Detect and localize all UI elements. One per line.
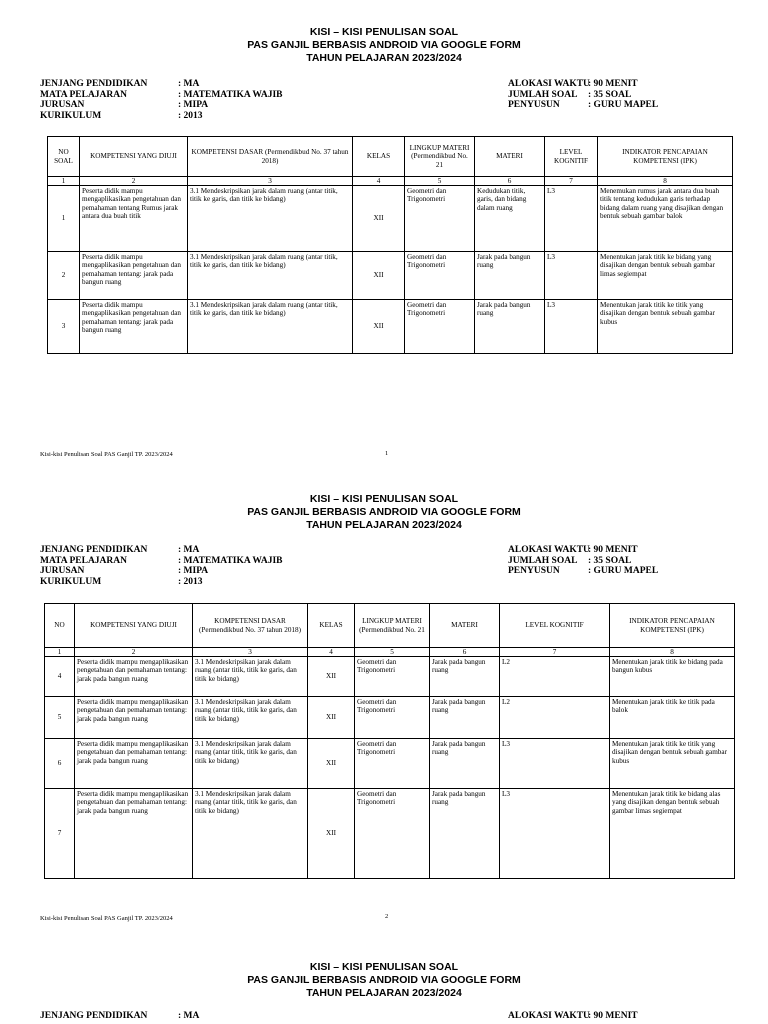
header-materi: MATERI (475, 137, 545, 177)
jenjang-value: : MA (178, 79, 200, 89)
cell-level: L3 (545, 252, 598, 300)
header-kompetensi: KOMPETENSI YANG DIUJI (80, 137, 188, 177)
cell-kd: 3.1 Mendeskripsikan jarak dalam ruang (antar titik, titik ke garis, dan titik ke bidang) (188, 252, 353, 300)
alokasi-label: ALOKASI WAKTU (508, 545, 590, 555)
kurikulum-label: KURIKULUM (40, 110, 102, 121)
jumlah-label: JUMLAH SOAL (508, 89, 578, 100)
header-level: LEVEL KOGNITIF (500, 604, 610, 648)
cell-kd: 3.1 Mendeskripsikan jarak dalam ruang (antar titik, titik ke garis, dan titik ke bidang) (193, 697, 308, 739)
header-lingkup: LINGKUP MATERI (Permendikbud No. 21 (355, 604, 430, 648)
cell-lingkup: Geometri dan Trigonometri (355, 739, 430, 789)
cell-ipk: Menentukan jarak titik ke titik yang disajikan dengan bentuk sebuah gambar kubus (610, 739, 735, 789)
col-number: 6 (475, 177, 545, 186)
header-no: NO SOAL (48, 137, 80, 177)
header-kelas: KELAS (353, 137, 405, 177)
cell-kompetensi: Peserta didik mampu mengaplikasikan pengetahuan dan pemahaman tentang: jarak pada bangun ruang (75, 739, 193, 789)
jenjang-value: : MA (178, 545, 200, 555)
cell-kelas: XII (308, 789, 355, 879)
cell-materi: Jarak pada bangun ruang (475, 300, 545, 354)
title-line-2: PAS GANJIL BERBASIS ANDROID VIA GOOGLE FORM (247, 506, 521, 518)
cell-no: 5 (45, 697, 75, 739)
cell-level: L3 (500, 789, 610, 879)
cell-lingkup: Geometri dan Trigonometri (355, 789, 430, 879)
header-no: NO (45, 604, 75, 648)
col-number: 4 (353, 177, 405, 186)
page-number: 1 (385, 450, 389, 457)
penyusun-label: PENYUSUN (508, 100, 560, 110)
cell-no: 2 (48, 252, 80, 300)
cell-lingkup: Geometri dan Trigonometri (405, 252, 475, 300)
cell-no: 7 (45, 789, 75, 879)
jenjang-value: : MA (178, 1011, 200, 1021)
cell-kompetensi: Peserta didik mampu mengaplikasikan pengetahuan dan pemahaman tentang: jarak pada bangun ruang (75, 697, 193, 739)
col-number: 2 (80, 177, 188, 186)
header-ipk: INDIKATOR PENCAPAIAN KOMPETENSI (IPK) (610, 604, 735, 648)
cell-kelas: XII (308, 739, 355, 789)
cell-kd: 3.1 Mendeskripsikan jarak dalam ruang (antar titik, titik ke garis, dan titik ke bidang) (193, 657, 308, 697)
header-materi: MATERI (430, 604, 500, 648)
col-number: 7 (500, 648, 610, 657)
jurusan-label: JURUSAN (40, 566, 85, 576)
cell-materi: Jarak pada bangun ruang (430, 789, 500, 879)
col-number: 1 (45, 648, 75, 657)
jenjang-label: JENJANG PENDIDIKAN (40, 1011, 148, 1021)
col-number: 7 (545, 177, 598, 186)
cell-lingkup: Geometri dan Trigonometri (355, 697, 430, 739)
jumlah-value: : 35 SOAL (588, 555, 632, 566)
cell-kompetensi: Peserta didik mampu mengaplikasikan pengetahuan dan pemahaman tentang: jarak pada bangun ruang (80, 252, 188, 300)
cell-kelas: XII (353, 186, 405, 252)
page-title (0, 961, 768, 1000)
jurusan-value: : MIPA (178, 566, 209, 576)
mapel-label: MATA PELAJARAN (40, 89, 127, 100)
cell-no: 6 (45, 739, 75, 789)
cell-level: L2 (500, 657, 610, 697)
title-line-1: KISI – KISI PENULISAN SOAL (309, 26, 459, 38)
jurusan-label: JURUSAN (40, 100, 85, 110)
title-line-2: PAS GANJIL BERBASIS ANDROID VIA GOOGLE FORM (247, 974, 521, 986)
page-footer: Kisi-kisi Penulisan Soal PAS Ganjil TP. 2023/2024 (40, 915, 173, 922)
jurusan-value: : MIPA (178, 100, 209, 110)
jenjang-label: JENJANG PENDIDIKAN (40, 79, 148, 89)
col-number: 5 (355, 648, 430, 657)
title-line-2: PAS GANJIL BERBASIS ANDROID VIA GOOGLE FORM (247, 39, 521, 51)
cell-materi: Jarak pada bangun ruang (430, 739, 500, 789)
title-line-3: TAHUN PELAJARAN 2023/2024 (306, 987, 462, 999)
cell-kompetensi: Peserta didik mampu mengaplikasikan pengetahuan dan pemahaman tentang Rumus jarak antara dua buah titik (80, 186, 188, 252)
cell-kelas: XII (353, 300, 405, 354)
cell-lingkup: Geometri dan Trigonometri (355, 657, 430, 697)
cell-level: L3 (500, 739, 610, 789)
cell-ipk: Menentukan jarak titik ke bidang alas yang disajikan dengan bentuk sebuah gambar limas segiempat (610, 789, 735, 879)
alokasi-label: ALOKASI WAKTU (508, 79, 590, 89)
cell-no: 4 (45, 657, 75, 697)
cell-kelas: XII (308, 657, 355, 697)
col-number: 3 (193, 648, 308, 657)
page-footer: Kisi-kisi Penulisan Soal PAS Ganjil TP. 2023/2024 (40, 451, 173, 458)
info-right (508, 1011, 638, 1022)
cell-ipk: Menentukan jarak titik ke titik yang disajikan dengan bentuk sebuah gambar kubus (598, 300, 733, 354)
jenjang-label: JENJANG PENDIDIKAN (40, 545, 148, 555)
cell-no: 1 (48, 186, 80, 252)
cell-ipk: Menemukan rumus jarak antara dua buah titik tentang kedudukan garis terhadap bidang dalam ruang yang disajikan dengan bentuk sebuah gambar balok (598, 186, 733, 252)
title-line-3: TAHUN PELAJARAN 2023/2024 (306, 519, 462, 531)
alokasi-value: : 90 MENIT (588, 1011, 638, 1021)
alokasi-value: : 90 MENIT (588, 545, 638, 555)
penyusun-value: : GURU MAPEL (588, 566, 659, 576)
info-left (40, 1011, 199, 1022)
header-kompetensi: KOMPETENSI YANG DIUJI (75, 604, 193, 648)
cell-materi: Jarak pada bangun ruang (475, 252, 545, 300)
col-number: 6 (430, 648, 500, 657)
jumlah-label: JUMLAH SOAL (508, 555, 578, 566)
cell-no: 3 (48, 300, 80, 354)
col-number: 3 (188, 177, 353, 186)
jumlah-value: : 35 SOAL (588, 89, 632, 100)
cell-kelas: XII (353, 252, 405, 300)
header-lingkup: LINGKUP MATERI (Permendikbud No. 21 (405, 137, 475, 177)
cell-kd: 3.1 Mendeskripsikan jarak dalam ruang (antar titik, titik ke garis, dan titik ke bidang) (188, 300, 353, 354)
header-ipk: INDIKATOR PENCAPAIAN KOMPETENSI (IPK) (598, 137, 733, 177)
col-number: 2 (75, 648, 193, 657)
cell-lingkup: Geometri dan Trigonometri (405, 300, 475, 354)
cell-ipk: Menentukan jarak titik ke titik pada balok (610, 697, 735, 739)
header-level: LEVEL KOGNITIF (545, 137, 598, 177)
cell-level: L2 (500, 697, 610, 739)
penyusun-value: : GURU MAPEL (588, 100, 659, 110)
col-number: 1 (48, 177, 80, 186)
col-number: 4 (308, 648, 355, 657)
kurikulum-value: : 2013 (178, 110, 203, 121)
alokasi-value: : 90 MENIT (588, 79, 638, 89)
col-number: 5 (405, 177, 475, 186)
title-line-3: TAHUN PELAJARAN 2023/2024 (306, 52, 462, 64)
cell-kd: 3.1 Mendeskripsikan jarak dalam ruang (antar titik, titik ke garis, dan titik ke bidang) (193, 739, 308, 789)
mapel-value: : MATEMATIKA WAJIB (178, 89, 283, 100)
cell-level: L3 (545, 300, 598, 354)
cell-materi: Jarak pada bangun ruang (430, 697, 500, 739)
header-kelas: KELAS (308, 604, 355, 648)
cell-ipk: Menentukan jarak titik ke bidang yang disajikan dengan bentuk sebuah gambar limas segiempat (598, 252, 733, 300)
cell-kompetensi: Peserta didik mampu mengaplikasikan pengetahuan dan pemahaman tentang: jarak pada bangun ruang (75, 657, 193, 697)
alokasi-label: ALOKASI WAKTU (508, 1011, 590, 1021)
cell-kompetensi: Peserta didik mampu mengaplikasikan pengetahuan dan pemahaman tentang: jarak pada bangun ruang (75, 789, 193, 879)
cell-kd: 3.1 Mendeskripsikan jarak dalam ruang (antar titik, titik ke garis, dan titik ke bidang) (193, 789, 308, 879)
title-line-1: KISI – KISI PENULISAN SOAL (309, 961, 459, 973)
col-number: 8 (610, 648, 735, 657)
cell-materi: Kedudukan titik, garis, dan bidang dalam ruang (475, 186, 545, 252)
mapel-value: : MATEMATIKA WAJIB (178, 555, 283, 566)
kurikulum-label: KURIKULUM (40, 576, 102, 587)
cell-ipk: Menentukan jarak titik ke bidang pada bangun kubus (610, 657, 735, 697)
mapel-label: MATA PELAJARAN (40, 555, 127, 566)
penyusun-label: PENYUSUN (508, 566, 560, 576)
title-line-1: KISI – KISI PENULISAN SOAL (309, 493, 459, 505)
header-kd: KOMPETENSI DASAR (Permendikbud No. 37 tahun 2018) (193, 604, 308, 648)
cell-level: L3 (545, 186, 598, 252)
cell-materi: Jarak pada bangun ruang (430, 657, 500, 697)
col-number: 8 (598, 177, 733, 186)
cell-kd: 3.1 Mendeskripsikan jarak dalam ruang (antar titik, titik ke garis, dan titik ke bidang) (188, 186, 353, 252)
cell-lingkup: Geometri dan Trigonometri (405, 186, 475, 252)
cell-kompetensi: Peserta didik mampu mengaplikasikan pengetahuan dan pemahaman tentang: jarak pada bangun ruang (80, 300, 188, 354)
cell-kelas: XII (308, 697, 355, 739)
kurikulum-value: : 2013 (178, 576, 203, 587)
header-kd: KOMPETENSI DASAR (Permendikbud No. 37 tahun 2018) (188, 137, 353, 177)
page-number: 2 (385, 913, 389, 920)
